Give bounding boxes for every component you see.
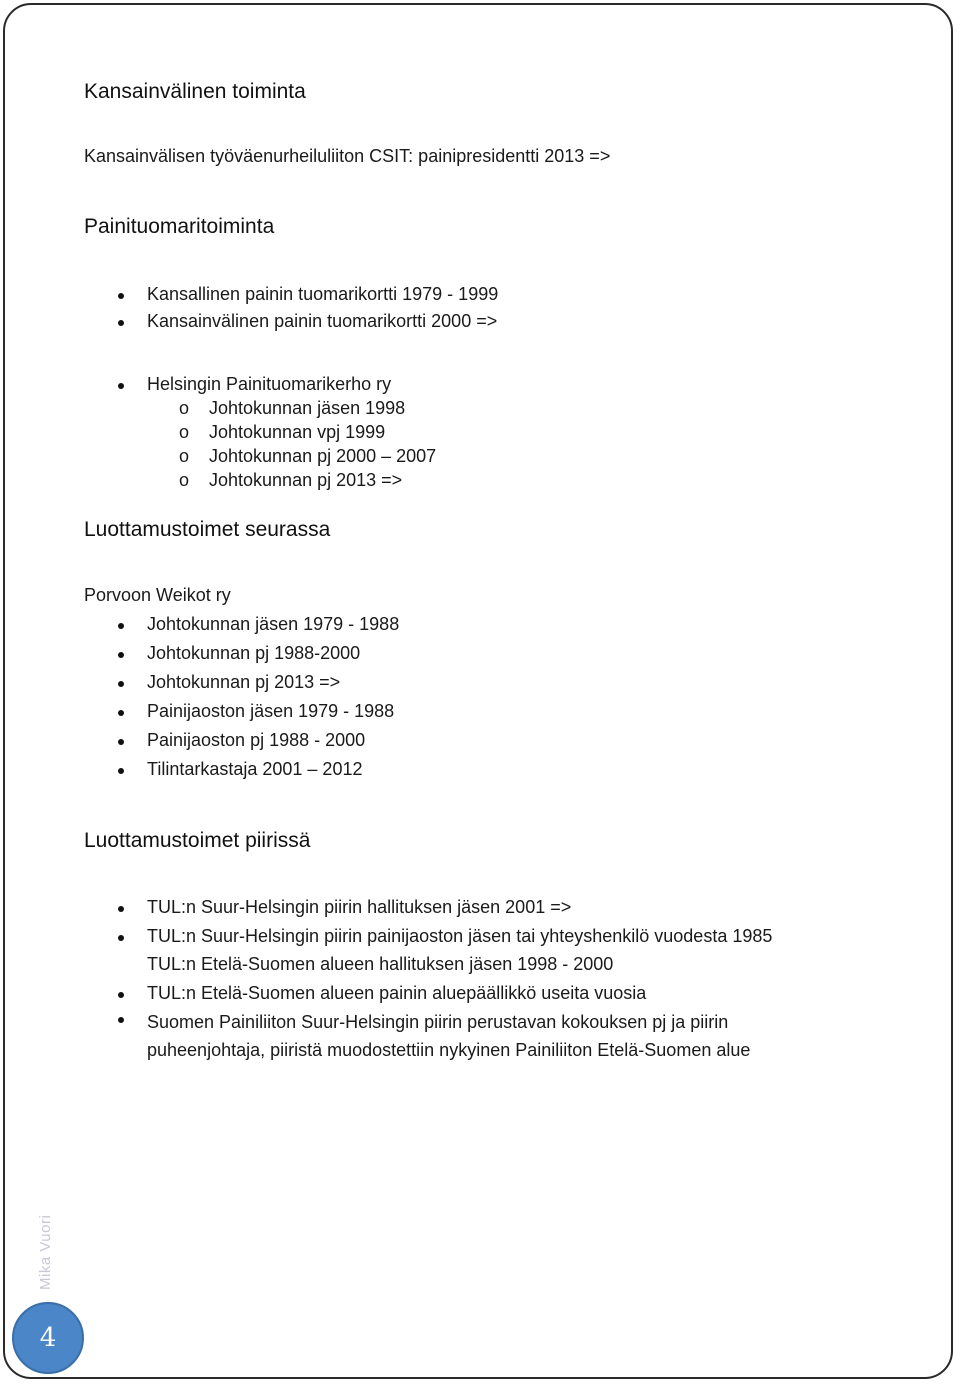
page-number-badge: 4 [12, 1302, 84, 1374]
heading-referee: Painituomaritoiminta [84, 215, 275, 238]
list-item: TUL:n Etelä-Suomen alueen hallituksen jäsen 1998 - 2000 [147, 954, 614, 974]
circle-bullet-icon: o [179, 422, 190, 442]
international-line: Kansainvälisen työväenurheiluliiton CSIT: painipresidentti 2013 => [84, 146, 611, 166]
list-item: TUL:n Suur-Helsingin piirin painijaoston jäsen tai yhteyshenkilö vuodesta 1985 [147, 926, 772, 947]
list-item: Johtokunnan jäsen 1979 - 1988 [147, 614, 399, 635]
circle-bullet-icon: o [179, 398, 190, 418]
list-item: Johtokunnan pj 1988-2000 [147, 643, 360, 664]
heading-district: Luottamustoimet piirissä [84, 829, 311, 852]
bullet-icon [118, 739, 124, 745]
bullet-icon [118, 768, 124, 774]
bullet-icon [118, 383, 124, 389]
list-item: TUL:n Etelä-Suomen alueen painin aluepäällikkö useita vuosia [147, 983, 646, 1004]
list-item: TUL:n Suur-Helsingin piirin hallituksen jäsen 2001 => [147, 897, 571, 918]
bullet-icon [118, 681, 124, 687]
list-item: Johtokunnan pj 2013 => [147, 672, 340, 693]
heading-international: Kansainvälinen toiminta [84, 80, 306, 103]
sub-list-item: o Johtokunnan pj 2013 => [179, 470, 403, 490]
bullet-icon [118, 623, 124, 629]
circle-bullet-icon: o [179, 470, 190, 490]
bullet-icon [118, 293, 124, 299]
list-item: Painijaoston jäsen 1979 - 1988 [147, 701, 394, 722]
circle-bullet-icon: o [179, 446, 190, 466]
club-name: Porvoon Weikot ry [84, 585, 231, 605]
page-border [3, 3, 953, 1379]
bullet-icon [118, 906, 124, 912]
bullet-icon [118, 710, 124, 716]
bullet-icon [118, 992, 124, 998]
author-side-text: Mika Vuori [37, 1214, 54, 1290]
list-item: Painijaoston pj 1988 - 2000 [147, 730, 365, 751]
bullet-icon [118, 320, 124, 326]
bullet-icon [118, 652, 124, 658]
sub-list-item: o Johtokunnan pj 2000 – 2007 [179, 446, 437, 466]
sub-list-item: o Johtokunnan vpj 1999 [179, 422, 386, 442]
bullet-icon [118, 1017, 124, 1023]
heading-club: Luottamustoimet seurassa [84, 518, 331, 541]
list-item: Tilintarkastaja 2001 – 2012 [147, 759, 362, 780]
sub-list-item: o Johtokunnan jäsen 1998 [179, 398, 406, 418]
list-item: Suomen Painiliiton Suur-Helsingin piirin perustavan kokouksen pj ja piirin puheenjohtaja, piiristä muodostettiin nykyinen Painiliiton Etelä-Suomen alue [147, 1008, 847, 1064]
list-item: Kansallinen painin tuomarikortti 1979 - 1999 [147, 284, 498, 305]
list-item: Kansainvälinen painin tuomarikortti 2000 => [147, 311, 497, 332]
list-item: Helsingin Painituomarikerho ry [147, 374, 391, 395]
bullet-icon [118, 935, 124, 941]
